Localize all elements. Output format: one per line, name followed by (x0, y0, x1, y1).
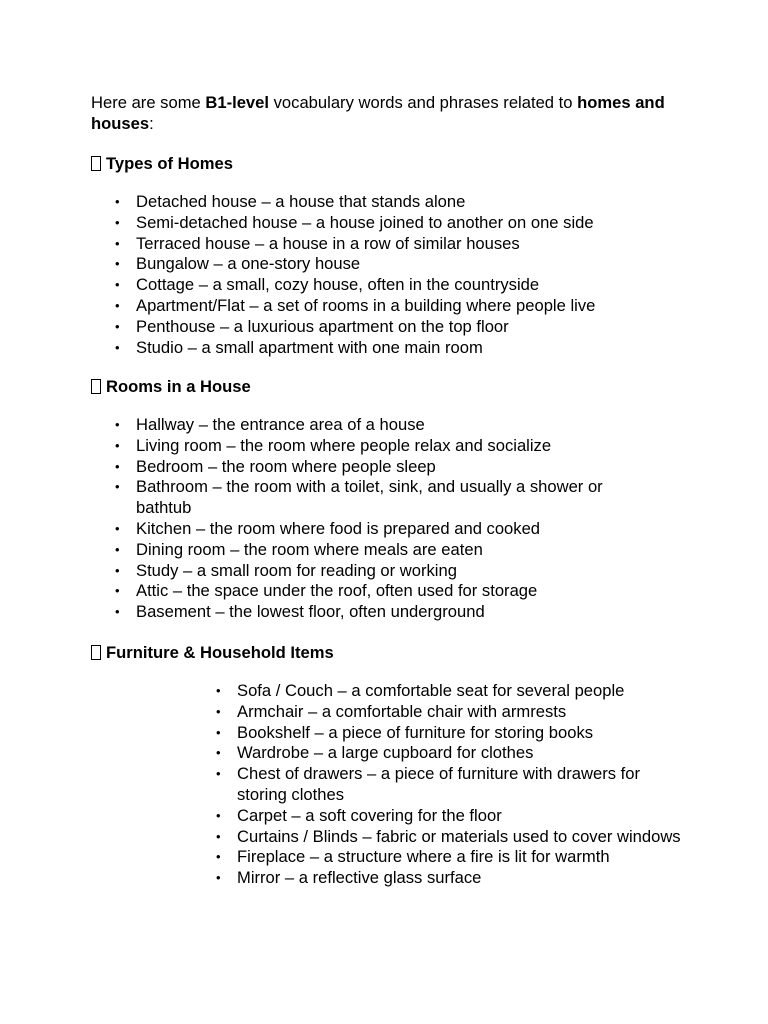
section-heading-furniture (91, 643, 334, 663)
intro-text-start: Here are some (91, 93, 206, 112)
intro-bold-level: B1-level (205, 93, 270, 112)
section-heading-rooms-in-a-house (91, 377, 251, 397)
intro-bold-topic: homes and houses (91, 93, 665, 133)
list-item: • Dining room – the room where meals are eaten (136, 540, 656, 561)
list-item: • Hallway – the entrance area of a house (136, 415, 656, 436)
list-item: • Basement – the lowest floor, often underground (136, 602, 656, 623)
intro-text-end: : (149, 113, 154, 133)
section-heading-types-of-homes (91, 154, 233, 174)
section-title: Rooms in a House (106, 377, 251, 396)
section-title: Furniture & Household Items (106, 643, 334, 662)
intro-paragraph (91, 93, 711, 135)
list-item: • Detached house – a house that stands alone (136, 192, 696, 213)
list-item: • Bungalow – a one-story house (136, 254, 696, 275)
rooms-list (136, 415, 656, 623)
list-item: • Armchair – a comfortable chair with armrests (237, 702, 682, 723)
list-item: • Semi-detached house – a house joined to another on one side (136, 213, 696, 234)
list-item: • Study – a small room for reading or working (136, 561, 656, 582)
list-item: • Mirror – a reflective glass surface (237, 868, 682, 889)
section-title: Types of Homes (106, 154, 233, 173)
missing-glyph-icon (91, 379, 101, 394)
list-item: • Penthouse – a luxurious apartment on the top floor (136, 317, 696, 338)
furniture-list (237, 681, 682, 889)
list-item: • Apartment/Flat – a set of rooms in a building where people live (136, 296, 696, 317)
list-item: • Bookshelf – a piece of furniture for storing books (237, 723, 682, 744)
missing-glyph-icon (91, 156, 101, 171)
list-item: • Bathroom – the room with a toilet, sink, and usually a shower or bathtub (136, 477, 656, 519)
list-item: • Bedroom – the room where people sleep (136, 457, 656, 478)
list-item: • Curtains / Blinds – fabric or materials used to cover windows (237, 827, 682, 848)
list-item: • Attic – the space under the roof, often used for storage (136, 581, 656, 602)
list-item: • Carpet – a soft covering for the floor (237, 806, 682, 827)
list-item: • Cottage – a small, cozy house, often in the countryside (136, 275, 696, 296)
list-item: • Studio – a small apartment with one main room (136, 338, 696, 359)
intro-text-middle: vocabulary words and phrases related to (269, 93, 578, 112)
list-item: • Fireplace – a structure where a fire is lit for warmth (237, 847, 682, 868)
list-item: • Kitchen – the room where food is prepared and cooked (136, 519, 656, 540)
list-item: • Wardrobe – a large cupboard for clothes (237, 743, 682, 764)
missing-glyph-icon (91, 645, 101, 660)
list-item: • Living room – the room where people relax and socialize (136, 436, 656, 457)
types-of-homes-list (136, 192, 696, 358)
list-item: • Sofa / Couch – a comfortable seat for several people (237, 681, 682, 702)
list-item: • Chest of drawers – a piece of furniture with drawers for storing clothes (237, 764, 682, 806)
list-item: • Terraced house – a house in a row of similar houses (136, 234, 696, 255)
